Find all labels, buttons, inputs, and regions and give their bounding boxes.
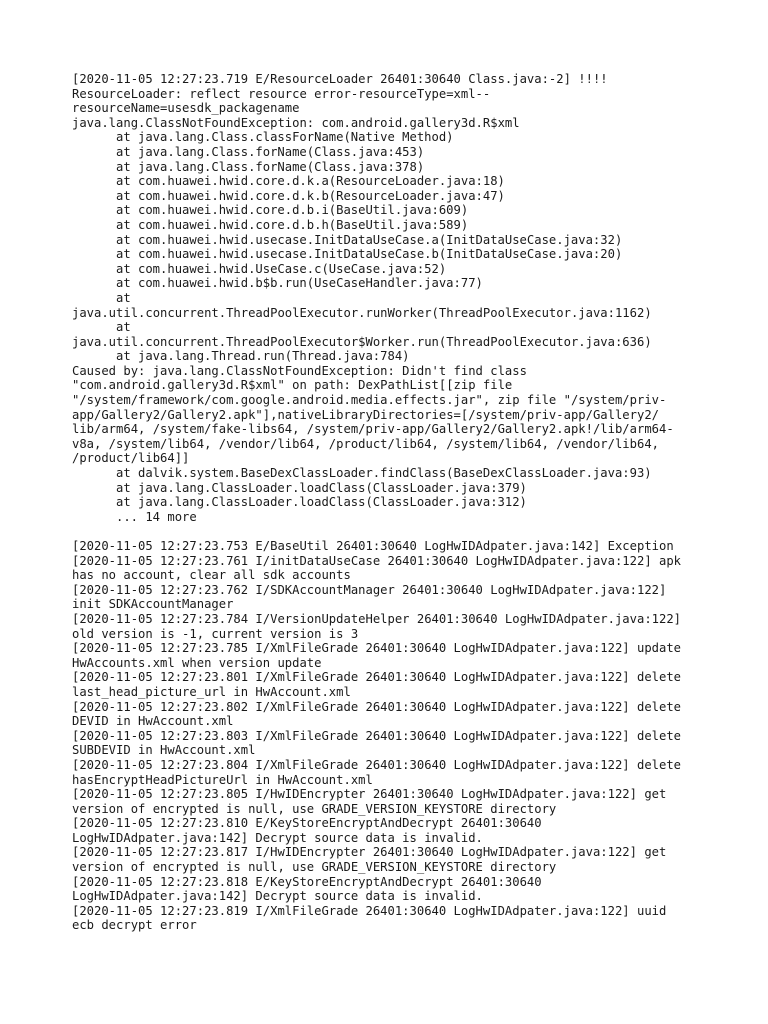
stack-trace-line: at java.lang.Thread.run(Thread.java:784) — [116, 349, 410, 364]
stack-trace-line: at java.lang.Class.forName(Class.java:378) — [116, 159, 425, 174]
stack-trace-line: Caused by: java.lang.ClassNotFoundException: Didn't find class — [72, 363, 527, 378]
log-entry-line: init SDKAccountManager — [72, 597, 234, 612]
log-entry-line: [2020-11-05 12:27:23.805 I/HwIDEncrypter 26401:30640 LogHwIDAdpater.java:122] get — [72, 787, 667, 802]
log-entry-line: [2020-11-05 12:27:23.761 I/initDataUseCase 26401:30640 LogHwIDAdpater.java:122] apk — [72, 553, 682, 568]
stack-trace-line: at java.lang.Class.forName(Class.java:453) — [116, 144, 425, 159]
log-entry-line: old version is -1, current version is 3 — [72, 626, 359, 641]
stack-trace-line: at com.huawei.hwid.core.d.k.a(ResourceLoader.java:18) — [116, 174, 505, 189]
log-entry-line: has no account, clear all sdk accounts — [72, 568, 351, 583]
stack-trace-line: ResourceLoader: reflect resource error-resourceType=xml-- — [72, 86, 491, 101]
stack-trace-line: java.util.concurrent.ThreadPoolExecutor$Worker.run(ThreadPoolExecutor.java:636) — [72, 334, 652, 349]
stack-trace-line: at java.lang.ClassLoader.loadClass(ClassLoader.java:312) — [116, 495, 527, 510]
stack-trace-line: java.lang.ClassNotFoundException: com.android.gallery3d.R$xml — [72, 115, 520, 130]
log-entry-line: version of encrypted is null, use GRADE_VERSION_KEYSTORE directory — [72, 860, 557, 875]
log-entries-block — [72, 539, 712, 933]
stack-trace-line: java.util.concurrent.ThreadPoolExecutor.runWorker(ThreadPoolExecutor.java:1162) — [72, 305, 652, 320]
stack-trace-line: at com.huawei.hwid.core.d.b.h(BaseUtil.java:589) — [116, 217, 469, 232]
stack-trace-line: v8a, /system/lib64, /vendor/lib64, /product/lib64, /system/lib64, /vendor/lib64, — [72, 436, 659, 451]
stack-trace-line: ... 14 more — [116, 509, 197, 524]
log-entry-line: [2020-11-05 12:27:23.785 I/XmlFileGrade 26401:30640 LogHwIDAdpater.java:122] update — [72, 641, 682, 656]
log-entry-line: ecb decrypt error — [72, 918, 197, 933]
log-entry-line: version of encrypted is null, use GRADE_VERSION_KEYSTORE directory — [72, 801, 557, 816]
log-entry-line: hasEncryptHeadPictureUrl in HwAccount.xml — [72, 772, 373, 787]
log-entry-line: [2020-11-05 12:27:23.802 I/XmlFileGrade 26401:30640 LogHwIDAdpater.java:122] delete — [72, 699, 682, 714]
log-entry-line: LogHwIDAdpater.java:142] Decrypt source data is invalid. — [72, 830, 483, 845]
log-entry-line: last_head_picture_url in HwAccount.xml — [72, 684, 351, 699]
stack-trace-line: at com.huawei.hwid.usecase.InitDataUseCase.b(InitDataUseCase.java:20) — [116, 247, 623, 262]
log-entry-line: [2020-11-05 12:27:23.819 I/XmlFileGrade 26401:30640 LogHwIDAdpater.java:122] uuid — [72, 903, 667, 918]
stack-trace-line: app/Gallery2/Gallery2.apk"],nativeLibraryDirectories=[/system/priv-app/Gallery2/ — [72, 407, 659, 422]
stack-trace-line: "/system/framework/com.google.android.media.effects.jar", zip file "/system/priv- — [72, 393, 667, 408]
stack-trace-line: "com.android.gallery3d.R$xml" on path: DexPathList[[zip file — [72, 378, 513, 393]
log-entry-line: SUBDEVID in HwAccount.xml — [72, 743, 256, 758]
stack-trace-line: at com.huawei.hwid.usecase.InitDataUseCase.a(InitDataUseCase.java:32) — [116, 232, 623, 247]
log-entry-line: [2020-11-05 12:27:23.784 I/VersionUpdateHelper 26401:30640 LogHwIDAdpater.java:122] — [72, 611, 682, 626]
stack-trace-line: [2020-11-05 12:27:23.719 E/ResourceLoader 26401:30640 Class.java:-2] !!!! — [72, 72, 608, 86]
log-entry-line: HwAccounts.xml when version update — [72, 655, 322, 670]
log-entry-line: [2020-11-05 12:27:23.804 I/XmlFileGrade 26401:30640 LogHwIDAdpater.java:122] delete — [72, 757, 682, 772]
stack-trace-line: at java.lang.ClassLoader.loadClass(ClassLoader.java:379) — [116, 480, 527, 495]
stack-trace-line: at dalvik.system.BaseDexClassLoader.findClass(BaseDexClassLoader.java:93) — [116, 466, 652, 481]
log-document — [72, 72, 712, 933]
stack-trace-block — [72, 72, 712, 524]
stack-trace-line: /product/lib64]] — [72, 451, 190, 466]
stack-trace-line: lib/arm64, /system/fake-libs64, /system/priv-app/Gallery2/Gallery2.apk!/lib/arm64- — [72, 422, 674, 437]
log-entry-line: [2020-11-05 12:27:23.801 I/XmlFileGrade 26401:30640 LogHwIDAdpater.java:122] delete — [72, 670, 682, 685]
log-entry-line: [2020-11-05 12:27:23.803 I/XmlFileGrade 26401:30640 LogHwIDAdpater.java:122] delete — [72, 728, 682, 743]
log-entry-line: [2020-11-05 12:27:23.818 E/KeyStoreEncryptAndDecrypt 26401:30640 — [72, 874, 542, 889]
stack-trace-line: at com.huawei.hwid.UseCase.c(UseCase.java:52) — [116, 261, 447, 276]
log-entry-line: [2020-11-05 12:27:23.762 I/SDKAccountManager 26401:30640 LogHwIDAdpater.java:122] — [72, 582, 667, 597]
log-entry-line: [2020-11-05 12:27:23.810 E/KeyStoreEncryptAndDecrypt 26401:30640 — [72, 816, 542, 831]
stack-trace-line: at — [116, 320, 131, 335]
stack-trace-line: at com.huawei.hwid.core.d.k.b(ResourceLoader.java:47) — [116, 188, 505, 203]
stack-trace-line: at — [116, 290, 131, 305]
log-entry-line: [2020-11-05 12:27:23.817 I/HwIDEncrypter 26401:30640 LogHwIDAdpater.java:122] get — [72, 845, 667, 860]
stack-trace-line: at com.huawei.hwid.core.d.b.i(BaseUtil.java:609) — [116, 203, 469, 218]
log-entry-line: [2020-11-05 12:27:23.753 E/BaseUtil 26401:30640 LogHwIDAdpater.java:142] Exception — [72, 539, 674, 553]
blank-line — [72, 524, 712, 539]
stack-trace-line: at java.lang.Class.classForName(Native Method) — [116, 130, 454, 145]
log-entry-line: DEVID in HwAccount.xml — [72, 714, 234, 729]
stack-trace-line: at com.huawei.hwid.b$b.run(UseCaseHandler.java:77) — [116, 276, 483, 291]
log-entry-line: LogHwIDAdpater.java:142] Decrypt source data is invalid. — [72, 889, 483, 904]
stack-trace-line: resourceName=usesdk_packagename — [72, 101, 300, 116]
